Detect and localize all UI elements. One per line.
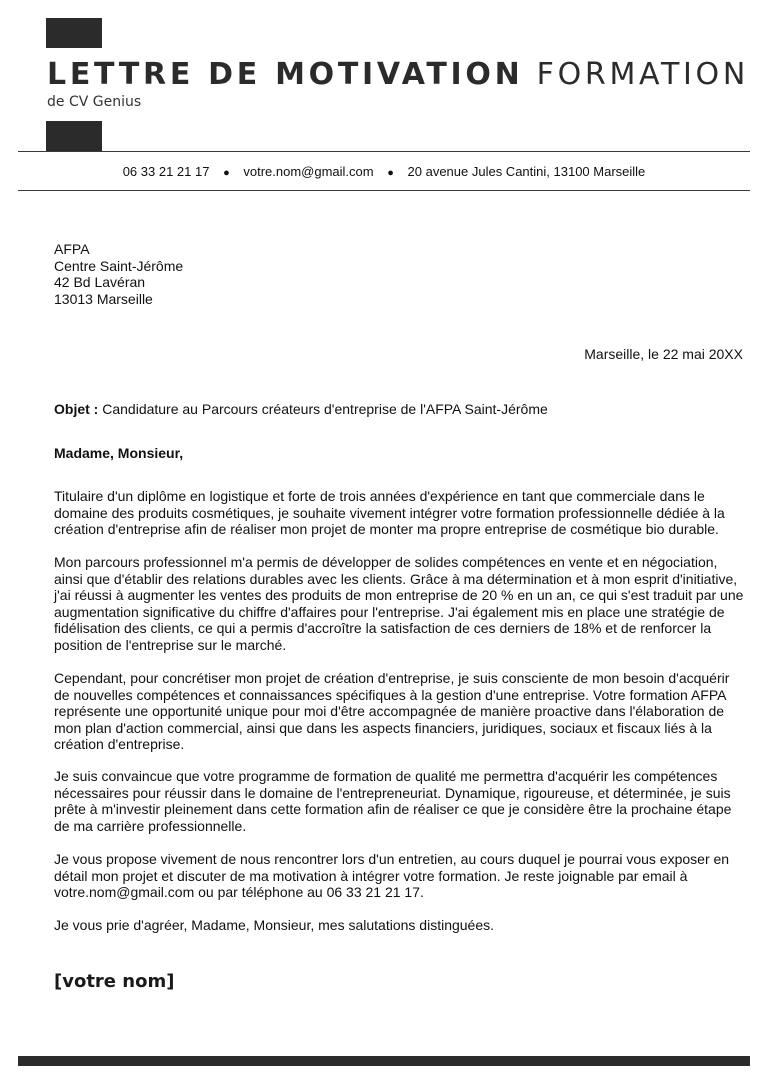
subject-text: Candidature au Parcours créateurs d'entreprise de l'AFPA Saint-Jérôme — [102, 401, 548, 417]
letter-subject — [54, 401, 548, 418]
contact-email: votre.nom@gmail.com — [243, 164, 374, 179]
recipient-block — [54, 241, 183, 307]
paragraph-intro: Titulaire d'un diplôme en logistique et forte de trois années d'expérience en tant que commerciale dans le domaine des produits cosmétiques, je souhaite vivement intégrer votre formation professionnelle dédiée à la création d'entreprise afin de réaliser mon projet de monter ma propre entreprise de cosmétique bio durable. — [54, 488, 725, 537]
bottom-divider — [18, 190, 750, 191]
page-subtitle: de CV Genius — [47, 94, 142, 110]
paragraph-interview: Je vous propose vivement de nous rencontrer lors d'un entretien, au cours duquel je pourrai vous exposer en détail mon projet et discuter de ma motivation à intégrer votre formation. Je reste joignable par email à votre.nom@gmail.com ou par téléphone au 06 33 21 21 17. — [54, 851, 730, 900]
top-divider — [18, 151, 750, 152]
letter-date: Marseille, le 22 mai 20XX — [584, 346, 743, 362]
paragraph-experience: Mon parcours professionnel m'a permis de développer de solides compétences en vente et en négociation, ainsi que d'établir des relations durables avec les clients. Grâce à ma détermination et à mon esprit d'initiative, j'ai réussi à augmenter les ventes des produits de mon entreprise de 20 % en un an, ce qui s'est traduit par une augmentation significative du chiffre d'affaires pour l'entreprise. J'ai également mis en place une stratégie de fidélisation des clients, ce qui a permis d'accroître la satisfaction de ces derniers de 18% et de renforcer la position de l'entreprise sur le marché. — [54, 554, 744, 653]
paragraph-closing: Je vous prie d'agréer, Madame, Monsieur, mes salutations distinguées. — [54, 917, 495, 933]
footer-bar — [18, 1056, 750, 1066]
contact-address: 20 avenue Jules Cantini, 13100 Marseille — [407, 164, 646, 179]
header-top-block — [46, 18, 102, 48]
separator-dot: ● — [223, 167, 230, 179]
contact-line — [0, 163, 768, 182]
recipient-city: 13013 Marseille — [54, 290, 153, 307]
page-title — [47, 55, 749, 95]
letter-salutation: Madame, Monsieur, — [54, 445, 184, 461]
signature: [votre nom] — [54, 971, 175, 992]
recipient-street: 42 Bd Lavéran — [54, 274, 146, 290]
paragraph-motivation: Cependant, pour concrétiser mon projet de création d'entreprise, je suis consciente de mon besoin d'acquérir de nouvelles compétences et connaissances spécifiques à la gestion d'une entreprise. Votre formation AFPA représente une opportunité unique pour moi d'être accompagnée de manière proactive dans l'élaboration de mon plan d'action commercial, ainsi que dans les aspects financiers, juridiques, sociaux et fiscaux liés à la création d'entreprise. — [54, 670, 730, 752]
recipient-center: Centre Saint-Jérôme — [54, 257, 184, 274]
header-bottom-block — [46, 121, 102, 151]
contact-phone: 06 33 21 21 17 — [122, 164, 210, 179]
title-bold: LETTRE DE MOTIVATION — [47, 57, 524, 92]
subject-label: Objet : — [54, 401, 99, 417]
recipient-name: AFPA — [54, 241, 90, 257]
separator-dot: ● — [387, 167, 394, 179]
title-light: FORMATION — [536, 57, 749, 92]
paragraph-conviction: Je suis convaincue que votre programme de formation de qualité me permettra d'acquérir les compétences nécessaires pour réussir dans le domaine de l'entrepreneuriat. Dynamique, rigoureuse, et déterminée, je suis prête à m'investir pleinement dans cette formation afin de réaliser ce que je considère être la prochaine étape de ma carrière professionnelle. — [54, 768, 732, 834]
